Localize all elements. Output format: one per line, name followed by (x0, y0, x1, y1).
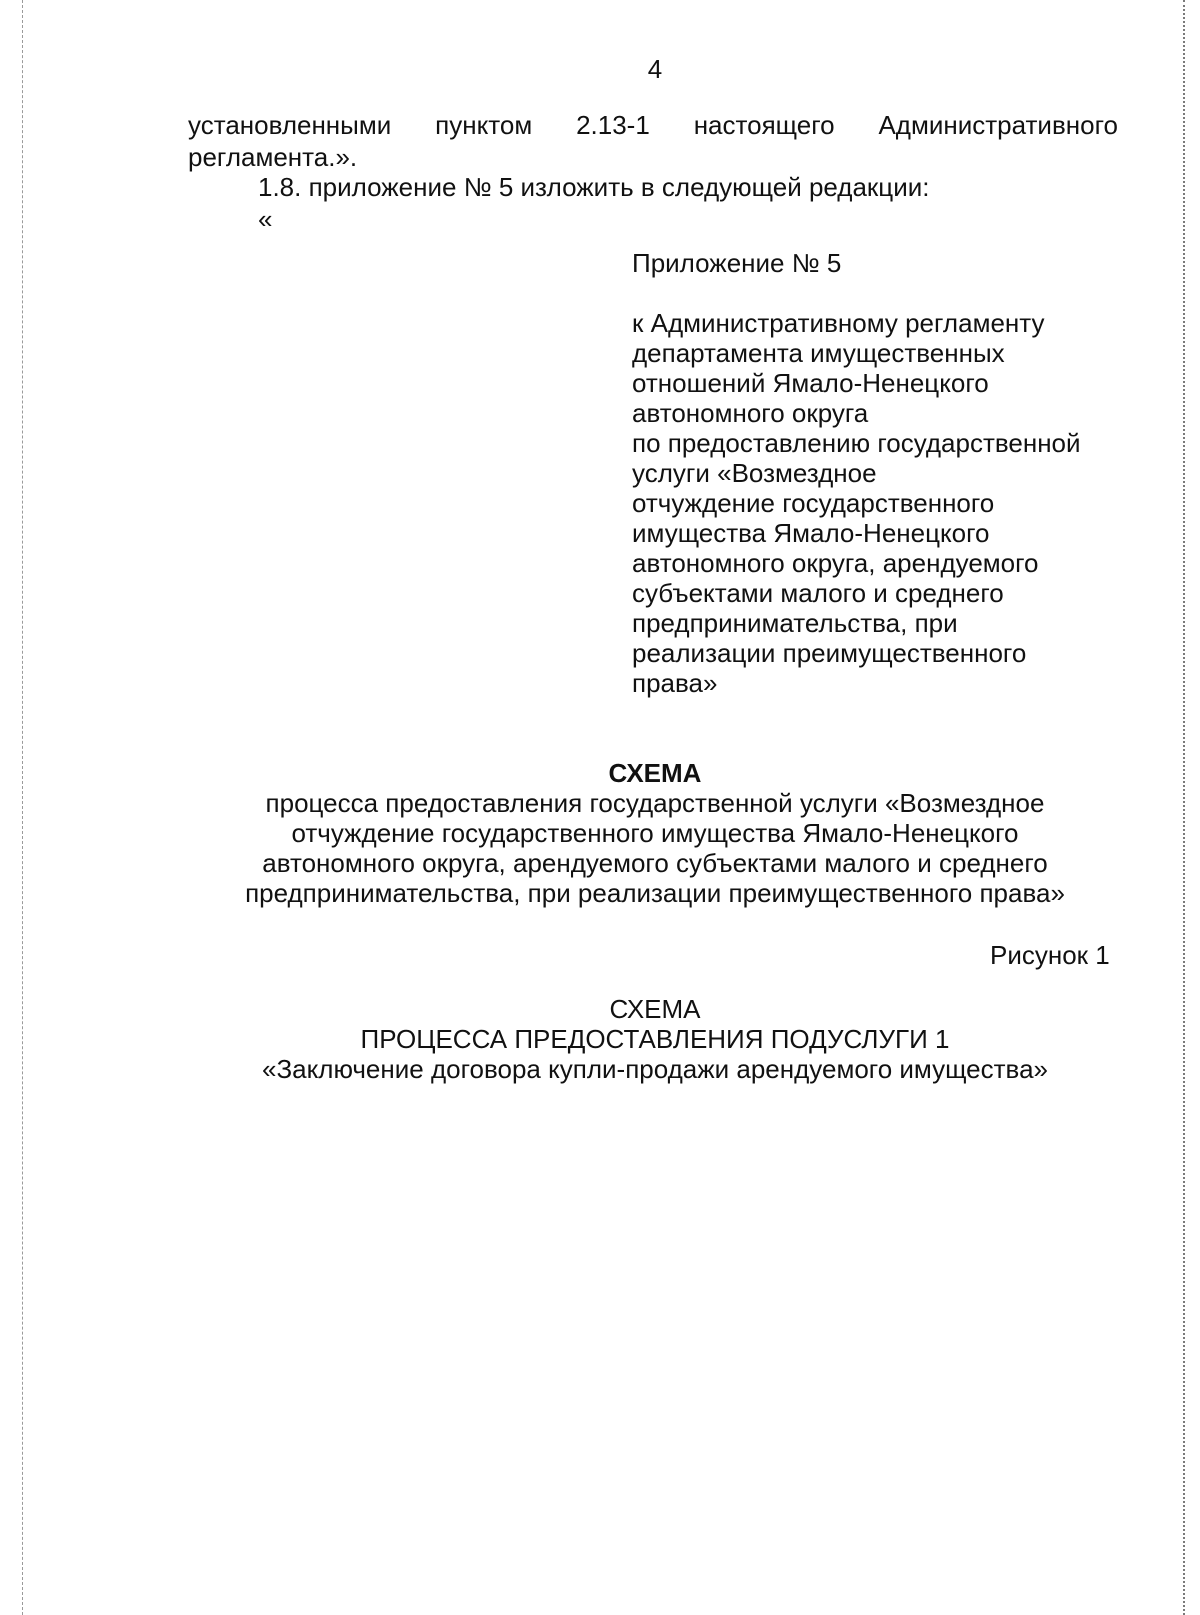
appendix-line: субъектами малого и среднего (632, 578, 1004, 608)
subservice-scheme-description: «Заключение договора купли-продажи арендуемого имущества» (262, 1054, 1048, 1084)
scheme-line: предпринимательства, при реализации преимущественного права» (245, 878, 1065, 908)
figure-label: Рисунок 1 (990, 940, 1110, 970)
intro-word: 2.13-1 (576, 110, 650, 140)
subservice-scheme-subtitle: ПРОЦЕССА ПРЕДОСТАВЛЕНИЯ ПОДУСЛУГИ 1 (360, 1024, 950, 1054)
scheme-title: СХЕМА (608, 758, 702, 788)
appendix-line: отношений Ямало-Ненецкого (632, 368, 989, 398)
appendix-line: к Административному регламенту (632, 308, 1045, 338)
intro-word: пунктом (435, 110, 533, 140)
appendix-title: Приложение № 5 (632, 248, 842, 278)
appendix-line: отчуждение государственного (632, 488, 995, 518)
subservice-scheme-title: СХЕМА (609, 994, 701, 1024)
scheme-line: отчуждение государственного имущества Ямало-Ненецкого (291, 818, 1019, 848)
subservice-scheme-heading (0, 994, 1200, 1084)
appendix-line: по предоставлению государственной (632, 428, 1081, 458)
appendix-line: услуги «Возмездное (632, 458, 877, 488)
appendix-line: реализации преимущественного (632, 638, 1027, 668)
scheme-description (0, 788, 1200, 908)
intro-word: установленными (188, 110, 392, 140)
appendix-line: имущества Ямало-Ненецкого (632, 518, 990, 548)
appendix-line: департамента имущественных (632, 338, 1005, 368)
intro-line-2: регламента.». (188, 142, 358, 172)
item-1-8: 1.8. приложение № 5 изложить в следующей редакции: (258, 172, 930, 202)
intro-word: Административного (878, 110, 1118, 140)
appendix-line: предпринимательства, при (632, 608, 958, 638)
appendix-line: автономного округа, арендуемого (632, 548, 1039, 578)
page-number: 4 (647, 54, 663, 84)
intro-line-1 (188, 110, 1118, 140)
appendix-line: права» (632, 668, 718, 698)
intro-word: настоящего (693, 110, 835, 140)
appendix-body (632, 308, 1172, 698)
appendix-line: автономного округа (632, 398, 869, 428)
scheme-line: автономного округа, арендуемого субъектами малого и среднего (262, 848, 1048, 878)
open-quote: « (258, 204, 273, 234)
scheme-line: процесса предоставления государственной услуги «Возмездное (265, 788, 1045, 818)
